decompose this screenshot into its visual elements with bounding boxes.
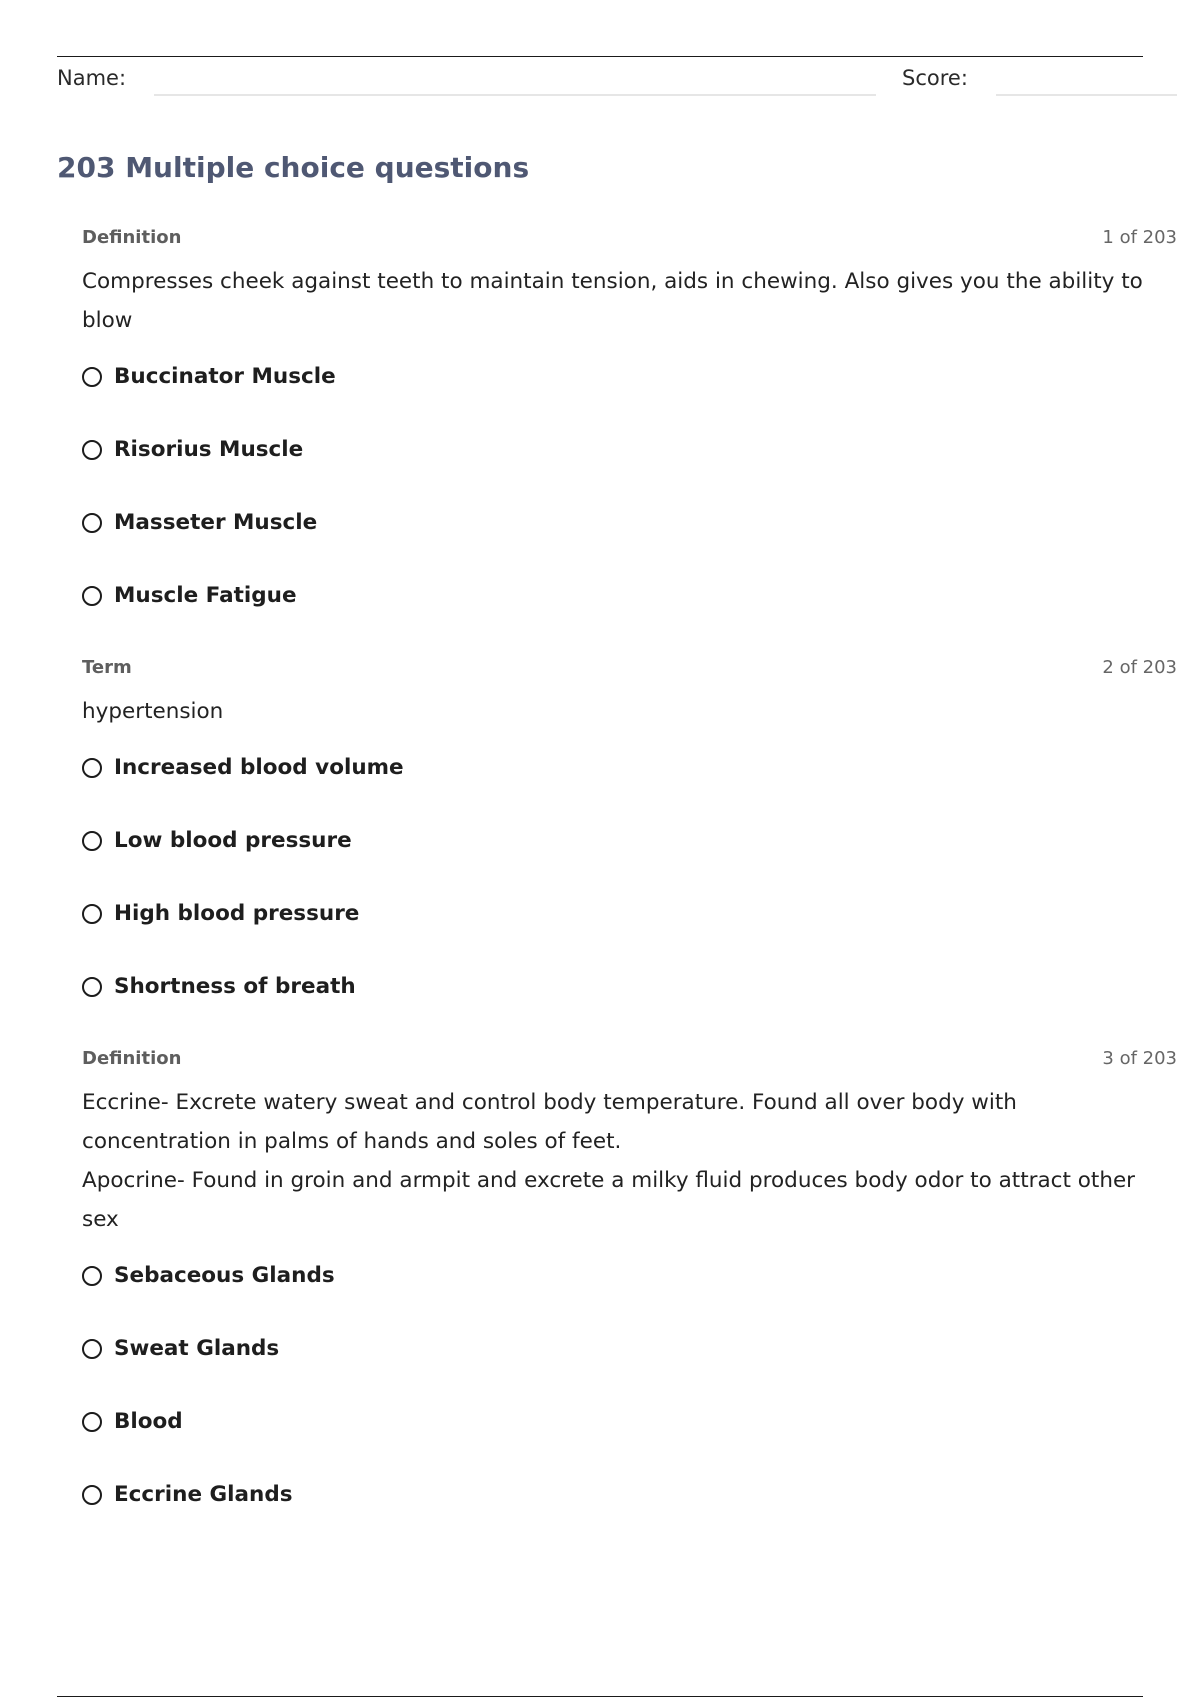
answer-options — [82, 1239, 1177, 1531]
answer-label: Low blood pressure — [114, 828, 352, 853]
prompt-line: hypertension — [82, 699, 224, 724]
answer-label: Masseter Muscle — [114, 510, 318, 535]
bottom-rule — [57, 1696, 1143, 1697]
answer-label: Shortness of breath — [114, 974, 356, 999]
question-1 — [82, 224, 1177, 632]
radio-circle-icon[interactable] — [82, 1412, 102, 1432]
radio-circle-icon[interactable] — [82, 367, 102, 387]
answer-option[interactable] — [82, 1239, 1177, 1312]
prompt-line: Compresses cheek against teeth to maintain tension, aids in chewing. Also gives you the ability to blow — [82, 269, 1143, 333]
answer-options — [82, 731, 1177, 1023]
top-rule — [57, 56, 1143, 57]
radio-circle-icon[interactable] — [82, 977, 102, 997]
question-kind: Definition — [82, 227, 182, 248]
question-counter: 2 of 203 — [1102, 657, 1177, 678]
question-3 — [82, 1045, 1177, 1531]
question-header — [82, 654, 1177, 682]
answer-label: Sebaceous Glands — [114, 1263, 335, 1288]
answer-label: Blood — [114, 1409, 183, 1434]
answer-option[interactable] — [82, 413, 1177, 486]
prompt-line: Eccrine- Excrete watery sweat and control body temperature. Found all over body with concentration in palms of hands and soles of feet. — [82, 1090, 1017, 1154]
name-field[interactable] — [154, 94, 876, 96]
score-label: Score: — [902, 66, 968, 90]
answer-option[interactable] — [82, 804, 1177, 877]
score-field[interactable] — [996, 94, 1177, 96]
answer-option[interactable] — [82, 1385, 1177, 1458]
answer-label: High blood pressure — [114, 901, 360, 926]
question-header — [82, 224, 1177, 252]
answer-label: Sweat Glands — [114, 1336, 280, 1361]
question-2 — [82, 654, 1177, 1023]
question-header — [82, 1045, 1177, 1073]
radio-circle-icon[interactable] — [82, 758, 102, 778]
prompt-line: Apocrine- Found in groin and armpit and excrete a milky fluid produces body odor to attract other sex — [82, 1168, 1136, 1232]
answer-option[interactable] — [82, 1458, 1177, 1531]
radio-circle-icon[interactable] — [82, 1485, 102, 1505]
radio-circle-icon[interactable] — [82, 1266, 102, 1286]
question-prompt — [82, 692, 1162, 731]
page-title: 203 Multiple choice questions — [57, 151, 530, 184]
answer-label: Muscle Fatigue — [114, 583, 297, 608]
radio-circle-icon[interactable] — [82, 440, 102, 460]
answer-option[interactable] — [82, 340, 1177, 413]
answer-option[interactable] — [82, 559, 1177, 632]
radio-circle-icon[interactable] — [82, 1339, 102, 1359]
answer-option[interactable] — [82, 486, 1177, 559]
answer-label: Risorius Muscle — [114, 437, 304, 462]
answer-option[interactable] — [82, 1312, 1177, 1385]
radio-circle-icon[interactable] — [82, 904, 102, 924]
radio-circle-icon[interactable] — [82, 586, 102, 606]
name-label: Name: — [57, 66, 127, 90]
answer-option[interactable] — [82, 877, 1177, 950]
question-counter: 3 of 203 — [1102, 1048, 1177, 1069]
answer-label: Buccinator Muscle — [114, 364, 336, 389]
question-prompt — [82, 1083, 1162, 1239]
worksheet-header — [57, 64, 1177, 98]
question-kind: Definition — [82, 1048, 182, 1069]
answer-option[interactable] — [82, 731, 1177, 804]
answer-option[interactable] — [82, 950, 1177, 1023]
question-kind: Term — [82, 657, 132, 678]
answer-label: Eccrine Glands — [114, 1482, 293, 1507]
answer-options — [82, 340, 1177, 632]
question-counter: 1 of 203 — [1102, 227, 1177, 248]
radio-circle-icon[interactable] — [82, 831, 102, 851]
radio-circle-icon[interactable] — [82, 513, 102, 533]
question-prompt — [82, 262, 1162, 340]
answer-label: Increased blood volume — [114, 755, 404, 780]
